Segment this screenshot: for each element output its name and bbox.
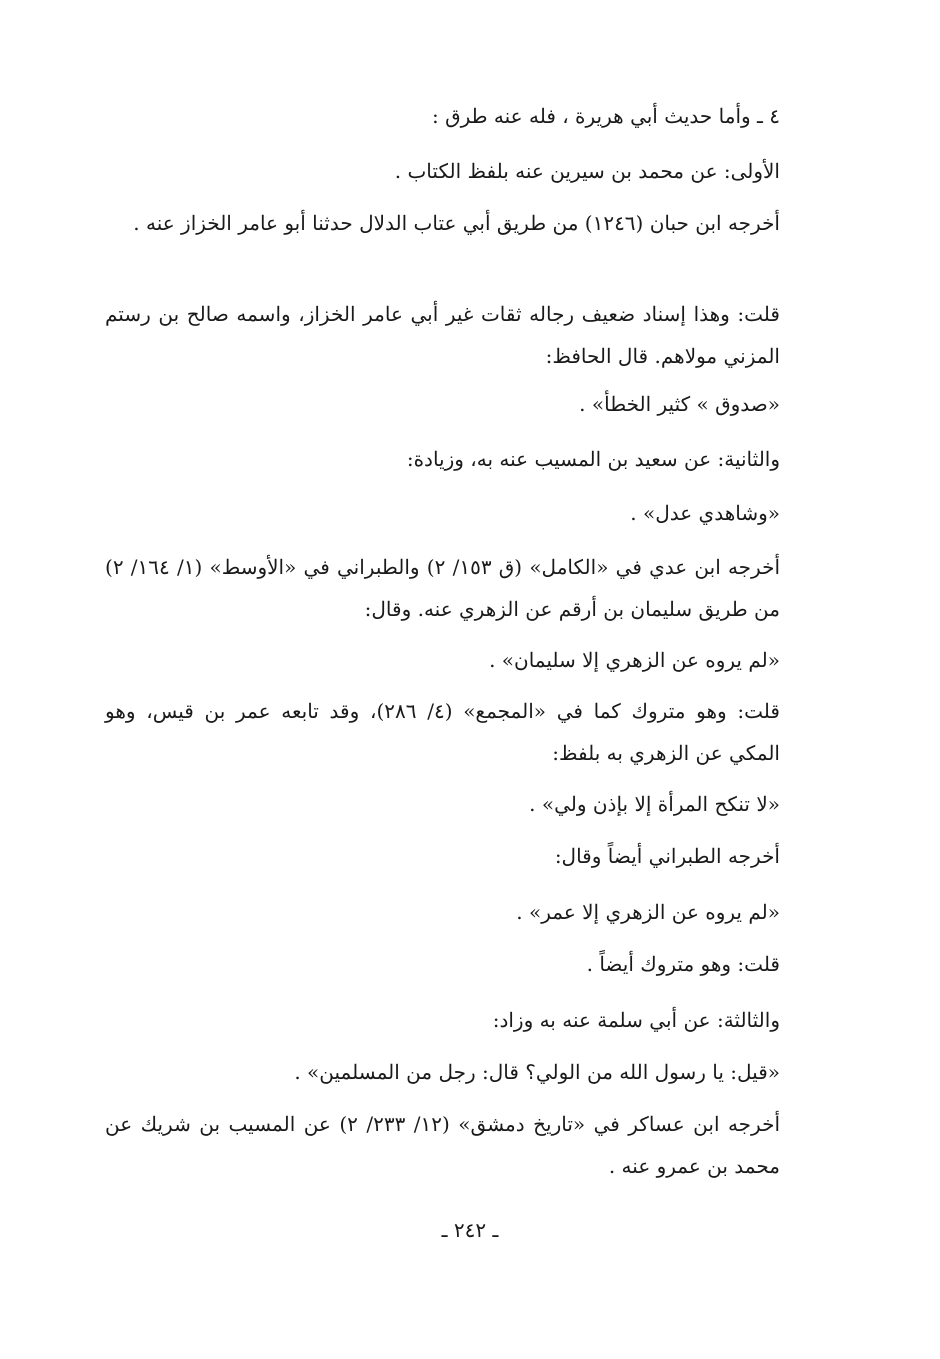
paragraph-quote-only-sulayman: «لم يروه عن الزهري إلا سليمان» . (489, 648, 780, 672)
paragraph-quote-no-marriage: «لا تنكح المرأة إلا بإذن ولي» . (529, 792, 780, 816)
paragraph-quote-saduq: «صدوق » كثير الخطأ» . (579, 392, 780, 416)
paragraph-hadith-abu-hurayra-heading: ٤ ـ وأما حديث أبي هريرة ، فله عنه طرق : (432, 104, 780, 128)
paragraph-isnad-weak-note: قلت: وهذا إسناد ضعيف رجاله ثقات غير أبي عامر الخزاز، واسمه صالح بن رستم المزني مولاهم. قال الحافظ: (105, 302, 780, 368)
paragraph-matruk-also: قلت: وهو متروك أيضاً . (586, 952, 780, 976)
paragraph-ibn-adi-source: أخرجه ابن عدي في «الكامل» (ق ١٥٣/ ٢) والطبراني في «الأوسط» (١/ ١٦٤/ ٢) من طريق سليمان بن أرقم عن الزهري عنه. وقال: (105, 555, 781, 621)
paragraph-quote-only-umar: «لم يروه عن الزهري إلا عمر» . (516, 900, 780, 924)
paragraph-second-path: والثانية: عن سعيد بن المسيب عنه به، وزيادة: (406, 447, 780, 471)
paragraph-tabarani-also: أخرجه الطبراني أيضاً وقال: (554, 844, 780, 868)
paragraph-matruk-majma: قلت: وهو متروك كما في «المجمع» (٤/ ٢٨٦)، وقد تابعه عمر بن قيس، وهو المكي عن الزهري به بلفظ: (105, 699, 780, 765)
paragraph-first-path: الأولى: عن محمد بن سيرين عنه بلفظ الكتاب . (394, 159, 780, 183)
page-number: ـ ٢٤٢ ـ (441, 1218, 499, 1242)
paragraph-third-path: والثالثة: عن أبي سلمة عنه به وزاد: (492, 1008, 780, 1032)
paragraph-quote-who-is-wali: «قيل: يا رسول الله من الولي؟ قال: رجل من المسلمين» . (294, 1060, 780, 1084)
paragraph-ibn-asakir-source: أخرجه ابن عساكر في «تاريخ دمشق» (١٢/ ٢٣٣/ ٢) عن المسيب بن شريك عن محمد بن عمرو عنه . (105, 1112, 781, 1178)
paragraph-ibn-hibban-source: أخرجه ابن حبان (١٢٤٦) من طريق أبي عتاب الدلال حدثنا أبو عامر الخزاز عنه . (133, 211, 780, 235)
paragraph-quote-two-witnesses: «وشاهدي عدل» . (630, 501, 780, 525)
